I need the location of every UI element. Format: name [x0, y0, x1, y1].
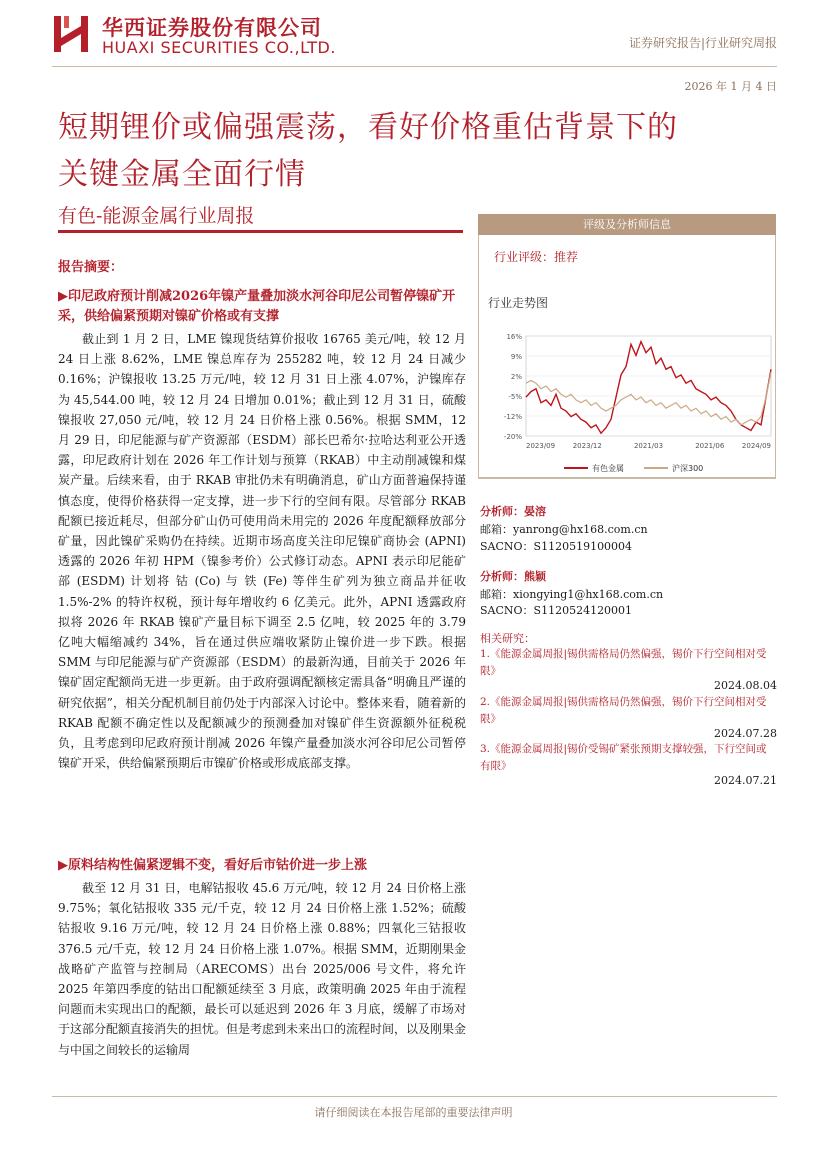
chart-x-tick-label: 2023/09 — [526, 442, 556, 450]
analyst-divider — [478, 478, 776, 479]
analyst-1-sac: SACNO：S1120519100004 — [480, 540, 633, 553]
huaxi-logo-icon — [52, 12, 94, 56]
analyst-1-name: 分析师：晏溶 — [480, 505, 546, 518]
section-1-body: 截止到 1 月 2 日，LME 镍现货结算价报收 16765 美元/吨，较 12 月 24 日上涨 8.62%，LME 镍总库存为 255282 吨，较 12 月 24 日减少 0.16%；沪镍报收 13.25 万元/吨，较 12 月 31 日上涨 4.07%，沪镍库存为 45,544.00 吨，较 12 月 24 日增加 0.01%；截止到 12 月 31 日，硫酸镍报收 27,050 元/吨，较 12 月 24 日价格上涨 0.56%。根据 SMM，12 月 29 日，印尼能源与矿产资源部（ESDM）部长巴希尔·拉哈达利亚公开透露，印尼政府计划在 2026 年工作计划与预算（RKAB）中主动削减镍和煤炭产量。后续来看，由于 RKAB 审批仍未有明确消息，矿山方面普遍保持谨慎态度，使得价格获得一定支撑，进一步下行的空间有限。尽管部分 RKAB 配额已接近耗尽，但部分矿山仍可使用尚未用完的 2026 年度配额释放部分矿量，因此镍矿采购仍在持续。近期市场高度关注印尼镍矿商协会 (APNI) 透露的 2026 年初 HPM（镍参考价）公式修订动态。APNI 表示印尼能矿部 (ESDM) 计划将 钴 (Co) 与 铁 (Fe) 等伴生矿列为独立商品并征收 1.5%-2% 的特许权税，预计每年增收约 6 亿美元。此外，APNI 透露政府拟将 2026 年 RKAB 镍矿产量目标下调至 2.5 亿吨，较 2025 年的 3.79 亿吨大幅缩减约 34%，旨在通过供应端收紧防止镍价进一步下跌。根据 SMM 与印尼能源与矿产资源部（ESDM）的最新沟通，目前关于 2026 年镍矿固定配额尚无进一步更新。由于政府强调配额核定需具备“明确且严谨的研究依据”，相关分配机制目前仍处于内部深入讨论中。整体来看，随着新的 RKAB 配额不确定性以及配额减少的预测叠加对镍矿伴生资源额外征税税负，且考虑到印尼政府预计削减 2026 年镍产量叠加淡水河谷印尼公司暂停镍矿开采，供给偏紧预期后市镍矿价格或形成底部支撑。 — [58, 332, 466, 771]
chart-y-tick-label: -20% — [503, 433, 522, 441]
report-title-line-1: 短期锂价或偏强震荡，看好价格重估背景下的 — [58, 110, 678, 145]
industry-rating: 行业评级：推荐 — [494, 250, 579, 264]
footer-divider — [52, 1096, 777, 1097]
analyst-2-name: 分析师：熊颖 — [480, 570, 546, 583]
section-1-heading: ▶印尼政府预计削减2026年镍产量叠加淡水河谷印尼公司暂停镍矿开采，供给偏紧预期对镍矿价格或有支撑 — [58, 289, 456, 324]
chart-y-tick-label: 16% — [506, 333, 522, 341]
legal-notice-footer: 请仔细阅读在本报告尾部的重要法律声明 — [314, 1106, 513, 1119]
chart-x-tick-label: 2023/12 — [572, 442, 602, 450]
report-subtitle: 有色-能源金属行业周报 — [58, 205, 255, 227]
related-item-2-date: 2024.07.28 — [714, 727, 777, 740]
company-name-en: HUAXI SECURITIES CO.,LTD. — [102, 38, 336, 57]
rating-box-title: 评级及分析师信息 — [478, 214, 776, 235]
chart-legend-label: 有色金属 — [592, 464, 624, 473]
chart-x-tick-label: 2024/09 — [741, 442, 771, 450]
report-type: 证券研究报告|行业研究周报 — [628, 36, 777, 50]
related-item-3[interactable]: 3.《能源金属周报|锡价受锡矿紧张预期支撑较强，下行空间或有限》 — [480, 743, 767, 772]
related-item-3-date: 2024.07.21 — [714, 774, 777, 787]
analyst-2-sac: SACNO：S1120524120001 — [480, 604, 633, 617]
chart-x-tick-label: 2021/06 — [695, 442, 725, 450]
chart-x-tick-label: 2021/03 — [633, 442, 664, 450]
chart-y-tick-label: -5% — [508, 393, 522, 401]
abstract-label: 报告摘要： — [58, 260, 124, 275]
section-2-body: 截至 12 月 31 日，电解钴报收 45.6 万元/吨，较 12 月 24 日价格上涨 9.75%；氧化钴报收 335 元/千克，较 12 月 24 日价格上涨 1.52%；硫酸钴报收 9.16 万元/吨，较 12 月 24 日价格上涨 0.88%；四氧化三钴报收 376.5 元/千克，较 12 月 24 日价格上涨 1.07%。根据 SMM，近期刚果金战略矿产监管与控制局（ARECOMS）出台 2025/006 号文件，将允许 2025 年第四季度的钴出口配额延续至 3 月底，政策明确 2025 年由于流程问题而未实现出口的配额，最长可以延迟到 2026 年 3 月底，缓解了市场对于这部分配额直接消失的担忧。但是考虑到未来出口的流程时间，以及刚果金与中国之间较长的运输周 — [58, 881, 467, 1057]
trend-chart-title: 行业走势图 — [488, 296, 549, 310]
related-item-2[interactable]: 2.《能源金属周报|锡供需格局仍然偏强，锡价下行空间相对受限》 — [480, 696, 767, 725]
chart-y-tick-label: -12% — [503, 413, 522, 421]
report-title-line-2: 关键金属全面行情 — [58, 157, 306, 192]
related-item-1-date: 2024.08.04 — [714, 679, 777, 692]
chart-y-tick-label: 9% — [510, 353, 522, 361]
chart-plot-frame — [526, 336, 771, 436]
company-name-cn: 华西证券股份有限公司 — [102, 16, 322, 40]
chart-y-tick-label: 2% — [510, 373, 522, 381]
analyst-1-email: 邮箱：yanrong@hx168.com.cn — [480, 523, 648, 536]
header-divider — [52, 66, 777, 67]
section-2-heading: ▶原料结构性偏紧逻辑不变，看好后市钴价进一步上涨 — [58, 858, 367, 873]
chart-series-line-1 — [526, 342, 771, 434]
industry-trend-chart — [486, 326, 776, 476]
report-title — [58, 104, 798, 198]
analyst-2-email: 邮箱：xiongying1@hx168.com.cn — [480, 588, 664, 601]
chart-legend-label: 沪深300 — [672, 464, 704, 473]
subtitle-underline — [58, 230, 463, 233]
report-date: 2026 年 1 月 4 日 — [684, 80, 777, 93]
related-research-title: 相关研究： — [480, 632, 535, 645]
related-item-1[interactable]: 1.《能源金属周报|锡供需格局仍然偏强，锡价下行空间相对受限》 — [480, 648, 767, 677]
